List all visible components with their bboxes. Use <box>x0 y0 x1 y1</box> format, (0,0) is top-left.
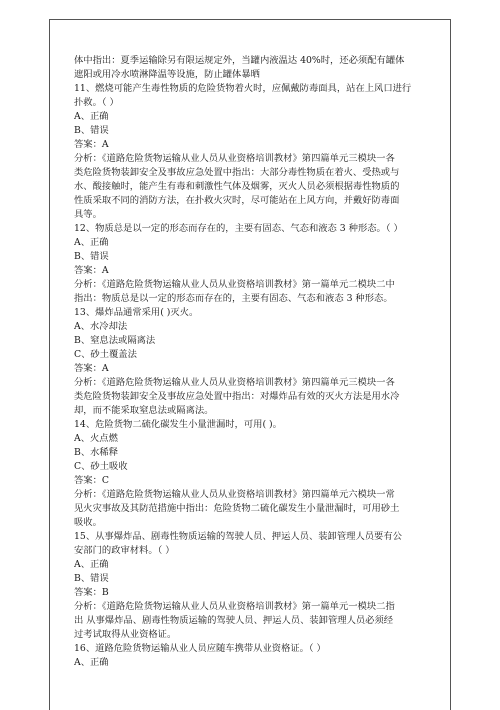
text-line: 答案：C <box>74 475 110 486</box>
text-line: 过考试取得从业资格证。 <box>74 629 177 640</box>
text-line: 11、燃烧可能产生毒性物质的危险货物着火时，应佩戴防毒面具，站在上风口进行 <box>74 83 412 94</box>
text-line: 出 从事爆炸品、剧毒性物质运输的驾驶人员、押运人员、装卸管理人员必须经 <box>74 615 394 626</box>
text-line: 扑救。（ ） <box>74 97 119 108</box>
text-line: 分析：《道路危险货物运输从业人员从业资格培训教材》第四篇单元三模块一各 <box>74 377 395 388</box>
text-line: A、正确 <box>74 657 109 668</box>
text-line: B、错误 <box>74 125 109 136</box>
text-line: 14、危险货物二硫化碳发生小量泄漏时，可用( )。 <box>74 419 282 430</box>
text-line: 答案：A <box>74 139 109 150</box>
text-line: 却，而不能采取窒息法或隔离法。 <box>74 405 214 416</box>
text-line: 吸收。 <box>74 517 102 528</box>
text-line: 答案：B <box>74 587 109 598</box>
document-body <box>74 54 432 670</box>
text-line: 见火灾事故及其防范措施中指出：危险货物二硫化碳发生小量泄漏时，可用砂土 <box>74 503 400 514</box>
text-line: C、砂土吸收 <box>74 461 128 472</box>
text-line: A、正确 <box>74 237 109 248</box>
text-line: 13、爆炸品通常采用( )灭火。 <box>74 307 199 318</box>
text-line: 水、酸接触时，能产生有毒和刺激性气体及烟雾，灭火人员必须根据毒性物质的 <box>74 181 400 192</box>
text-line: 类危险货物装卸安全及事故应急处置中指出：大部分毒性物质在着火、受热或与 <box>74 167 400 178</box>
text-line: 答案：A <box>74 265 109 276</box>
text-line: A、水冷却法 <box>74 321 128 332</box>
text-line: 答案：A <box>74 363 109 374</box>
text-line: 分析：《道路危险货物运输从业人员从业资格培训教材》第四篇单元三模块一各 <box>74 153 395 164</box>
text-line: 16、道路危险货物运输从业人员应随车携带从业资格证。（ ） <box>74 643 326 654</box>
text-line: A、正确 <box>74 559 109 570</box>
text-line: 分析：《道路危险货物运输从业人员从业资格培训教材》第一篇单元二模块二中 <box>74 279 395 290</box>
text-line: A、正确 <box>74 111 109 122</box>
text-line: 12、物质总是以一定的形态而存在的，主要有固态、气态和液态 3 种形态。（ ） <box>74 223 403 234</box>
text-line: B、错误 <box>74 251 109 262</box>
text-line: 15、从事爆炸品、剧毒性物质运输的驾驶人员、押运人员、装卸管理人员要有公 <box>74 531 402 542</box>
text-line: 体中指出：夏季运输除另有限运规定外，当罐内液温达 40%时，还必须配有罐体 <box>74 55 405 66</box>
text-line: 分析：《道路危险货物运输从业人员从业资格培训教材》第四篇单元六模块一常 <box>74 489 395 500</box>
text-line: A、火点燃 <box>74 433 118 444</box>
text-line: 类危险货物装卸安全及事故应急处置中指出：对爆炸品有效的灭火方法是用水冷 <box>74 391 400 402</box>
text-line: 安部门的政审材料。（ ） <box>74 545 175 556</box>
text-line: 具等。 <box>74 209 102 220</box>
text-line: B、水稀释 <box>74 447 119 458</box>
text-line: C、砂土覆盖法 <box>74 349 137 360</box>
text-line: B、错误 <box>74 573 109 584</box>
text-line: 遮阳或用冷水喷淋降温等设施，防止罐体暴晒 <box>74 69 260 80</box>
text-line: 分析：《道路危险货物运输从业人员从业资格培训教材》第一篇单元一模块二指 <box>74 601 395 612</box>
text-line: B、窒息法或隔离法 <box>74 335 156 346</box>
text-line: 指出：物质总是以一定的形态而存在的，主要有固态、气态和液态 3 种形态。 <box>74 293 393 304</box>
text-line: 性质采取不同的消防方法，在扑救火灾时，尽可能站在上风方向，并戴好防毒面 <box>74 195 400 206</box>
